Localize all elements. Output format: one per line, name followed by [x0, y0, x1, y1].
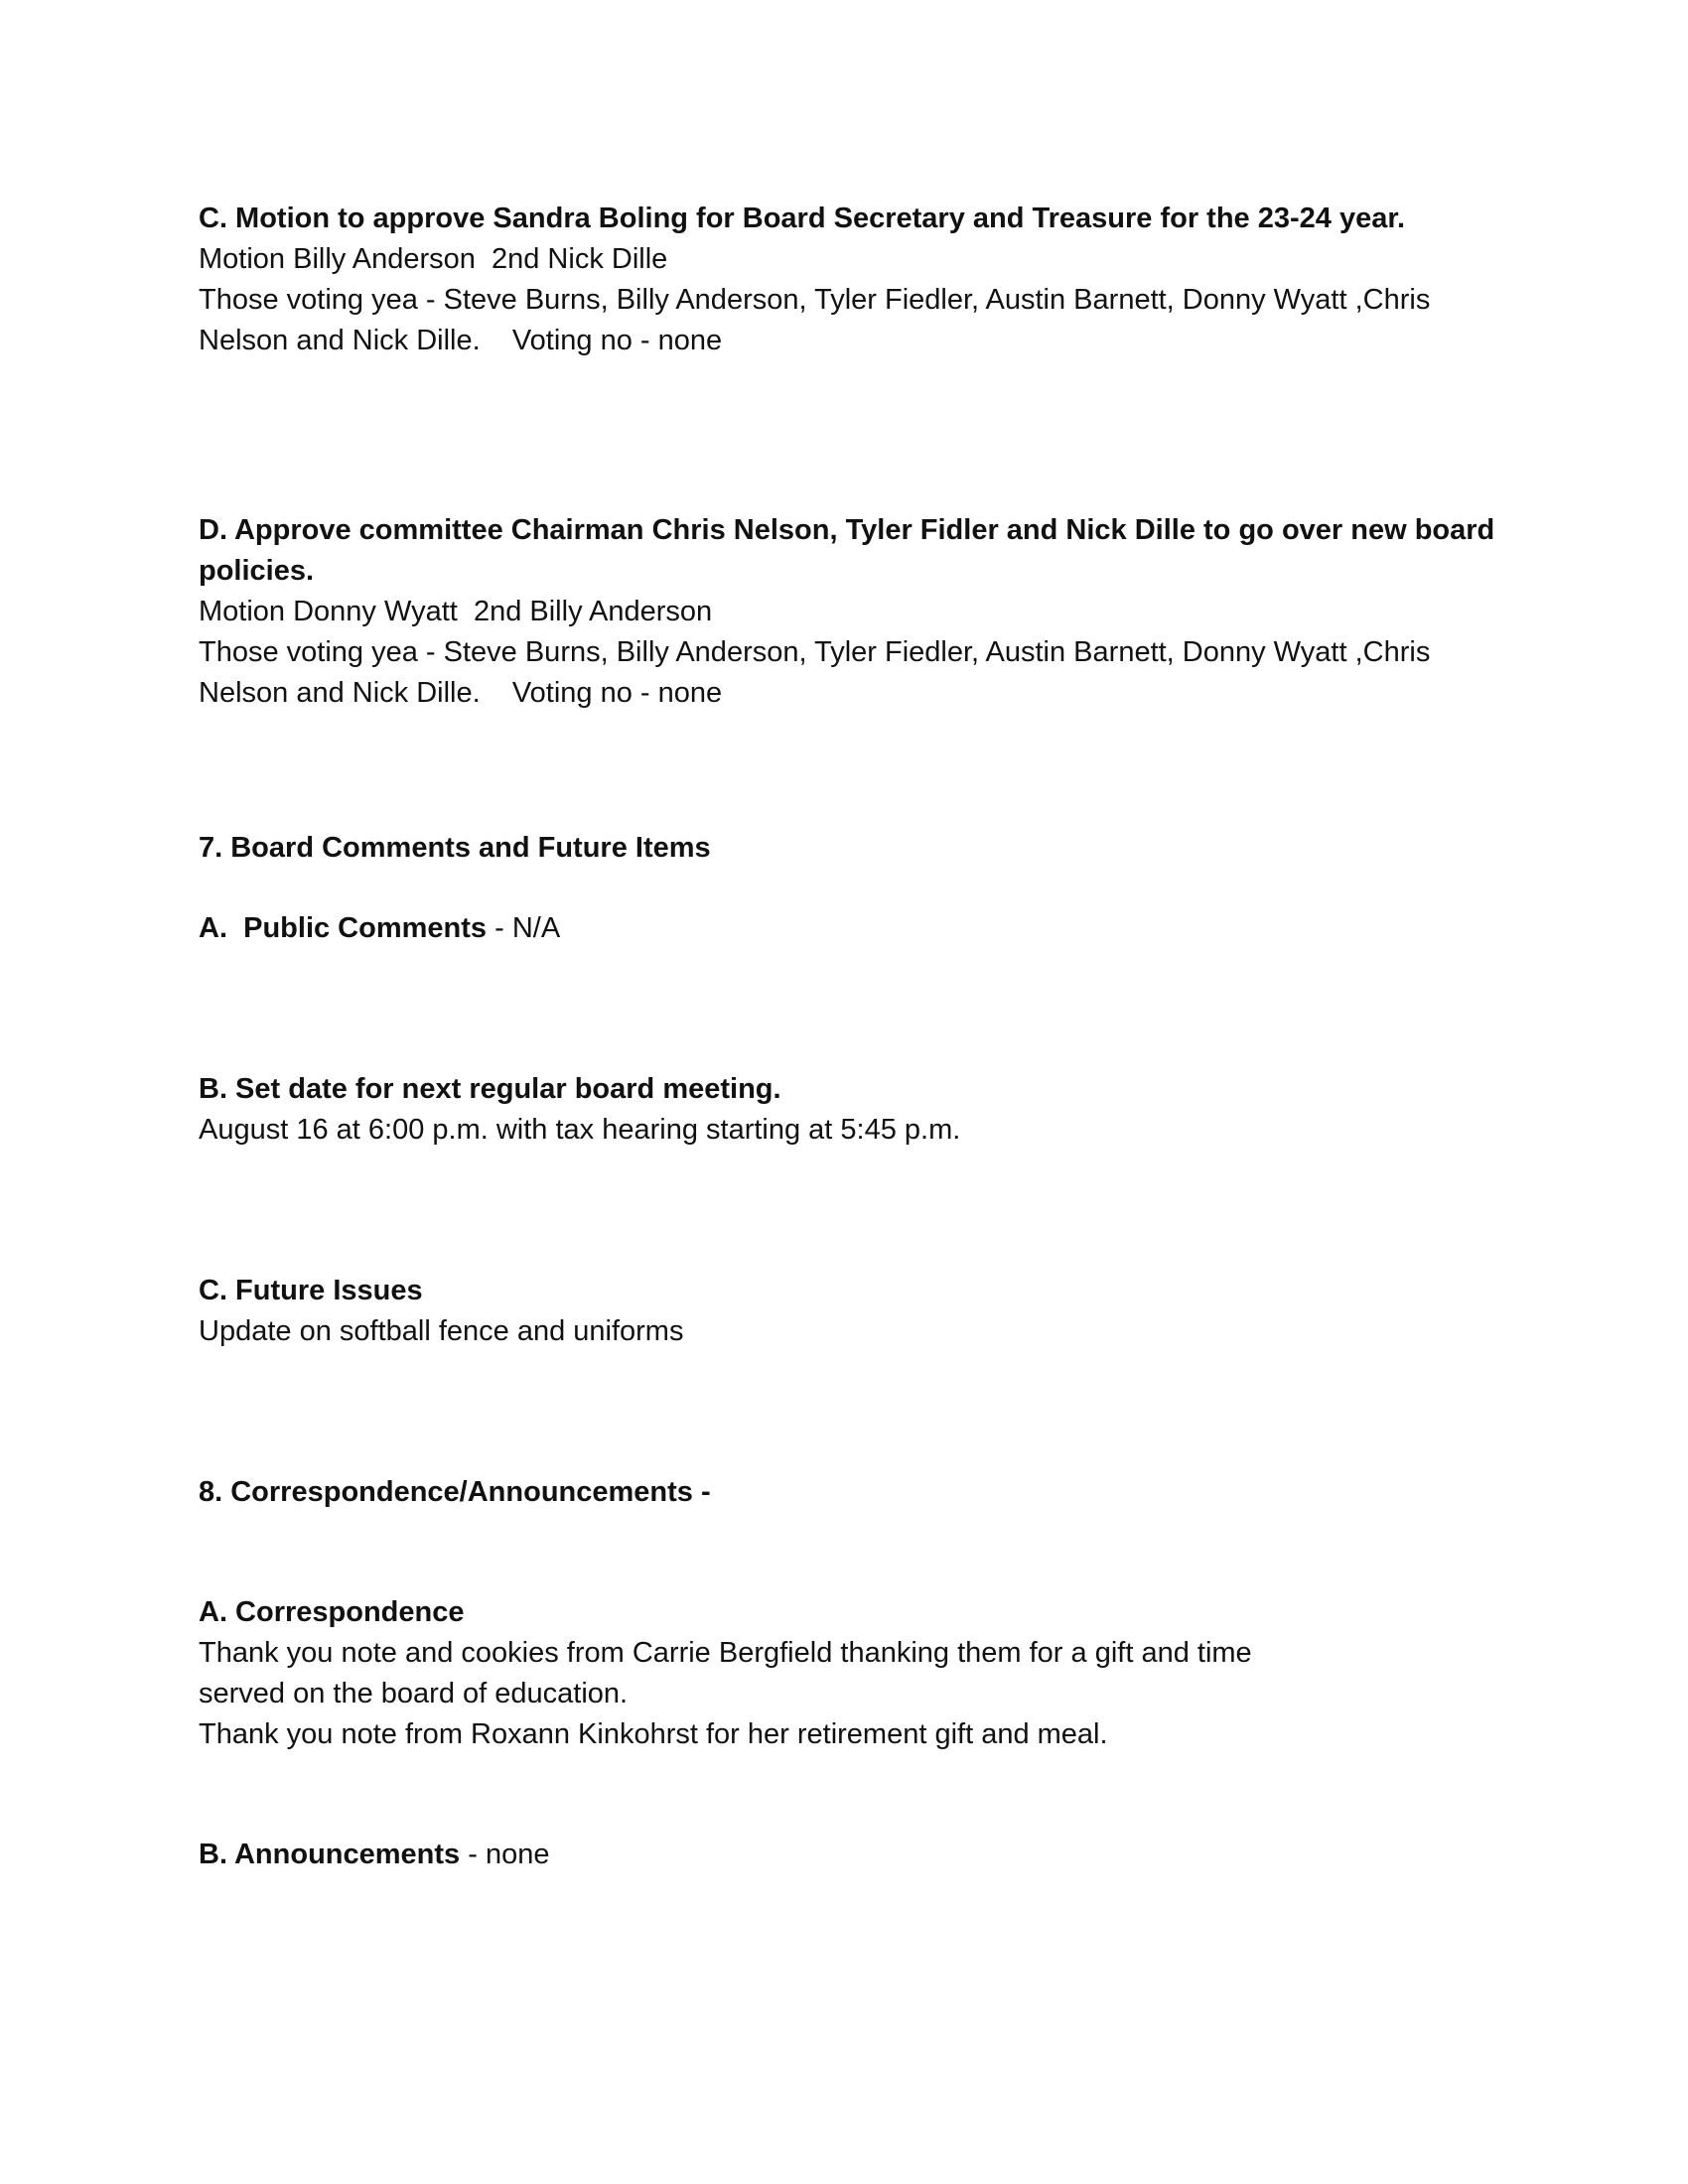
section-d — [199, 510, 1499, 714]
correspondence-line-1: Thank you note and cookies from Carrie Bergfield thanking them for a gift and time — [199, 1637, 1252, 1669]
public-comments — [199, 908, 1499, 949]
minutes-content — [199, 199, 1499, 1875]
announcements-label: B. Announcements — [199, 1839, 461, 1870]
spacer — [199, 1151, 1499, 1271]
section-c-motion: Motion Billy Anderson 2nd Nick Dille — [199, 243, 668, 275]
section-d-vote-line-2: Nelson and Nick Dille. Voting no - none — [199, 677, 723, 709]
future-issues-text: Update on softball fence and uniforms — [199, 1315, 684, 1347]
spacer — [199, 1352, 1499, 1472]
spacer — [199, 869, 1499, 908]
section-d-heading-line-1: D. Approve committee Chairman Chris Nelson, Tyler Fidler and Nick Dille to go over new board — [199, 514, 1495, 546]
section-c — [199, 199, 1499, 361]
announcements-value: - none — [460, 1839, 550, 1870]
section-7-heading: 7. Board Comments and Future Items — [199, 832, 711, 864]
spacer — [199, 949, 1499, 1069]
correspondence-line-2: served on the board of education. — [199, 1678, 629, 1709]
spacer — [199, 361, 1499, 510]
next-meeting-text: August 16 at 6:00 p.m. with tax hearing starting at 5:45 p.m. — [199, 1114, 961, 1146]
correspondence-heading: A. Correspondence — [199, 1596, 465, 1628]
section-8 — [199, 1472, 1499, 1875]
correspondence-line-3: Thank you note from Roxann Kinkohrst for her retirement gift and meal. — [199, 1718, 1108, 1750]
section-c-heading: C. Motion to approve Sandra Boling for Board Secretary and Treasure for the 23-24 year. — [199, 203, 1406, 234]
section-8-heading: 8. Correspondence/Announcements - — [199, 1476, 711, 1508]
section-d-motion: Motion Donny Wyatt 2nd Billy Anderson — [199, 596, 713, 627]
section-c-vote-line-1: Those voting yea - Steve Burns, Billy Anderson, Tyler Fiedler, Austin Barnett, Donny Wyatt ,Chris — [199, 284, 1431, 316]
public-comments-value: - N/A — [487, 912, 561, 944]
section-d-vote-line-1: Those voting yea - Steve Burns, Billy Anderson, Tyler Fiedler, Austin Barnett, Donny Wyatt ,Chris — [199, 636, 1431, 668]
spacer — [199, 714, 1499, 828]
spacer — [199, 1755, 1499, 1835]
section-7 — [199, 828, 1499, 1352]
section-c-vote-line-2: Nelson and Nick Dille. Voting no - none — [199, 325, 723, 356]
next-meeting-heading: B. Set date for next regular board meeting. — [199, 1073, 781, 1105]
future-issues-heading: C. Future Issues — [199, 1275, 423, 1306]
section-d-heading-line-2: policies. — [199, 555, 315, 587]
announcements — [199, 1835, 1499, 1875]
spacer — [199, 1513, 1499, 1592]
public-comments-label: A. Public Comments — [199, 912, 488, 944]
